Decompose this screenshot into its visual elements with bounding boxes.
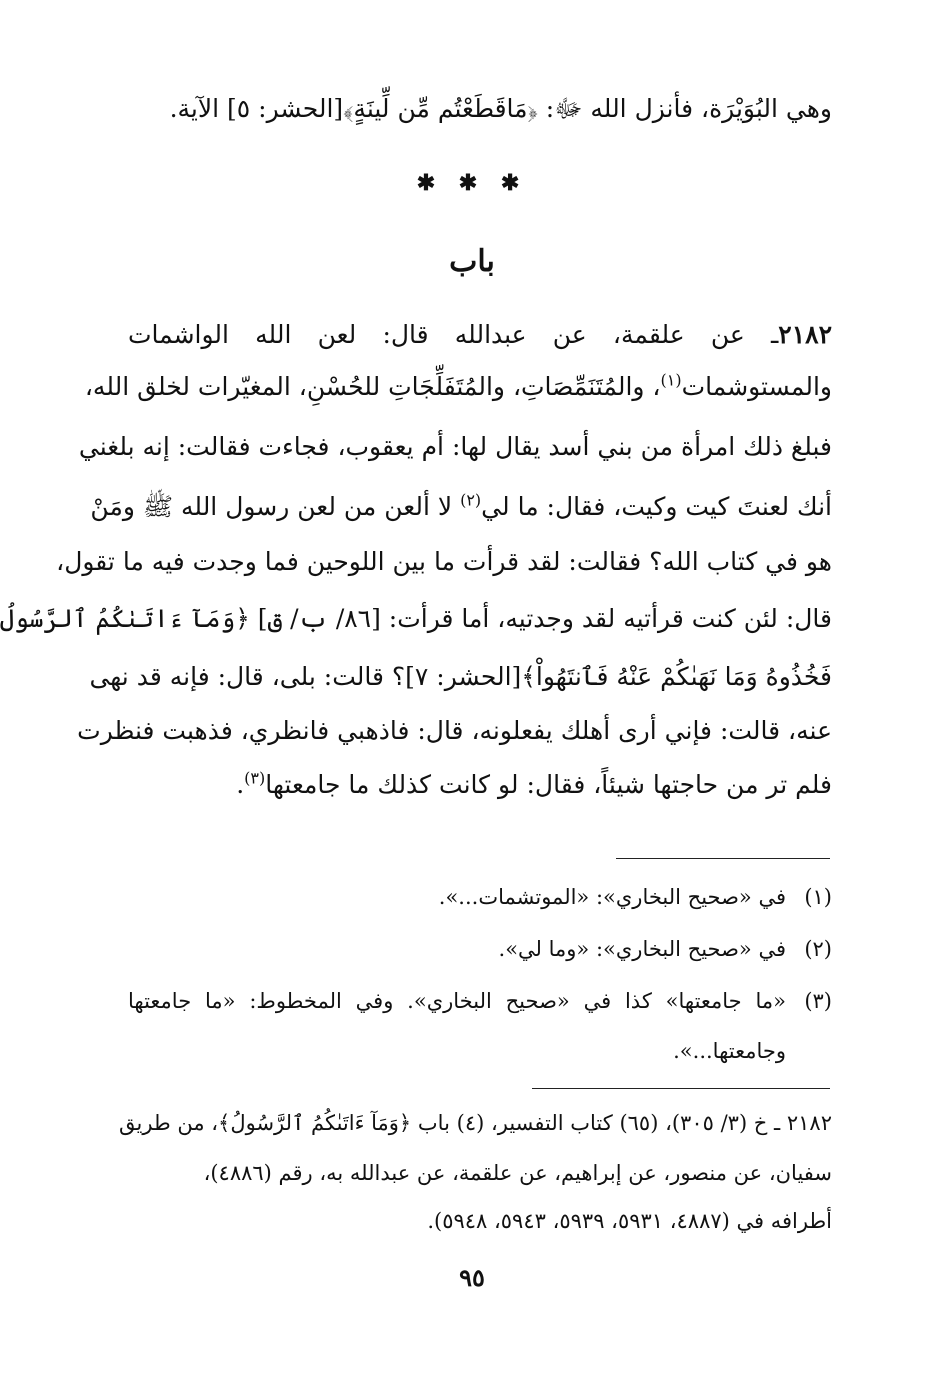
hadith-line-8: عنه، قالت: فإني أرى أهلك يفعلونه، قال: فاذهبي فانظري، فذهبت فنظرت <box>77 716 832 745</box>
footnote-3-continuation: وجامعتها...». <box>673 1039 786 1063</box>
hadith-line-2-start: والمستوشمات <box>681 372 832 401</box>
hadith-line-3: فبلغ ذلك امرأة من بني أسد يقال لها: أم يعقوب، فجاءت فقالت: إنه بلغني <box>78 432 832 461</box>
hadith-line-2 <box>84 370 832 404</box>
section-separator: ✱ ✱ ✱ <box>416 170 528 196</box>
footnote-1-number: (١) <box>804 885 832 909</box>
hadith-line-4-rest: لا ألعن من لعن رسول الله ﷺ ومَنْ <box>90 492 461 521</box>
hadith-number: ٢١٨٢ <box>778 320 832 349</box>
source-line-3: أطرافه في (٤٨٨٧، ٥٩٣١، ٥٩٣٩، ٥٩٤٣، ٥٩٤٨). <box>427 1209 832 1233</box>
footnote-1 <box>439 882 832 912</box>
source-line-2: سفيان، عن منصور، عن إبراهيم، عن علقمة، عن عبدالله به، رقم (٤٨٨٦)، <box>203 1161 832 1185</box>
footnote-divider <box>616 858 830 859</box>
hadith-line-1-text: ـ عن علقمة، عن عبدالله قال: لعن الله الواشمات <box>128 320 779 349</box>
hadith-line-1 <box>128 318 832 352</box>
hadith-line-4-start: أنك لعنتَ كيت وكيت، فقال: ما لي <box>481 492 832 521</box>
footnote-3-number: (٣) <box>804 989 832 1013</box>
hadith-line-5: هو في كتاب الله؟ فقالت: لقد قرأت ما بين اللوحين فما وجدت فيه ما تقول، <box>56 547 832 576</box>
footnote-2 <box>499 934 832 964</box>
source-divider <box>532 1088 830 1089</box>
footnote-1-text: في «صحيح البخاري»: «الموتشمات...». <box>438 885 786 909</box>
footnote-ref-2: (٢) <box>460 490 482 510</box>
hadith-line-2-rest: ، والمُتَنَمِّصَاتِ، والمُتَفَلِّجَاتِ للحُسْنِ، المغيّرات لخلق الله، <box>84 372 661 401</box>
footnote-2-text: في «صحيح البخاري»: «وما لي». <box>498 937 786 961</box>
footnote-3-text: «ما جامعتها» كذا في «صحيح البخاري». وفي المخطوط: «ما جامعتها <box>128 989 786 1013</box>
opening-line: وهي البُوَيْرَة، فأنزل الله ﷻ: ﴿مَاقَطَعْتُم مِّن لِّينَةٍ﴾[الحشر: ٥] الآية. <box>169 94 832 123</box>
hadith-line-9-end: . <box>236 770 245 799</box>
hadith-line-9-text: فلم تر من حاجتها شيئاً، فقال: لو كانت كذلك ما جامعتها <box>265 770 832 799</box>
hadith-line-7: فَخُذُوهُ وَمَا نَهَىٰكُمْ عَنْهُ فَٱنتَهُواْ﴾[الحشر: ٧]؟ قالت: بلى، قال: فإنه قد نهى <box>89 662 832 691</box>
source-line-1: ٢١٨٢ ـ خ (٣/ ٣٠٥)، (٦٥) كتاب التفسير، (٤) باب ﴿وَمَآ ءَاتَىٰكُمُ ٱلرَّسُولُ﴾، من طريق <box>119 1111 832 1135</box>
hadith-line-4 <box>90 490 832 524</box>
hadith-line-6: قال: لئن كنت قرأتيه لقد وجدتيه، أما قرأت: [٨٦/ ب/ ق] ﴿وَمَآ ءَاتَىٰكُمُ ٱلرَّسُولُ <box>0 604 832 633</box>
footnote-2-number: (٢) <box>804 937 832 961</box>
footnote-ref-1: (١) <box>660 370 682 390</box>
page-number: ٩٥ <box>459 1263 485 1292</box>
section-heading: باب <box>449 244 495 279</box>
hadith-line-9 <box>236 768 832 802</box>
footnote-ref-3: (٣) <box>244 768 266 788</box>
footnote-3 <box>128 986 832 1016</box>
